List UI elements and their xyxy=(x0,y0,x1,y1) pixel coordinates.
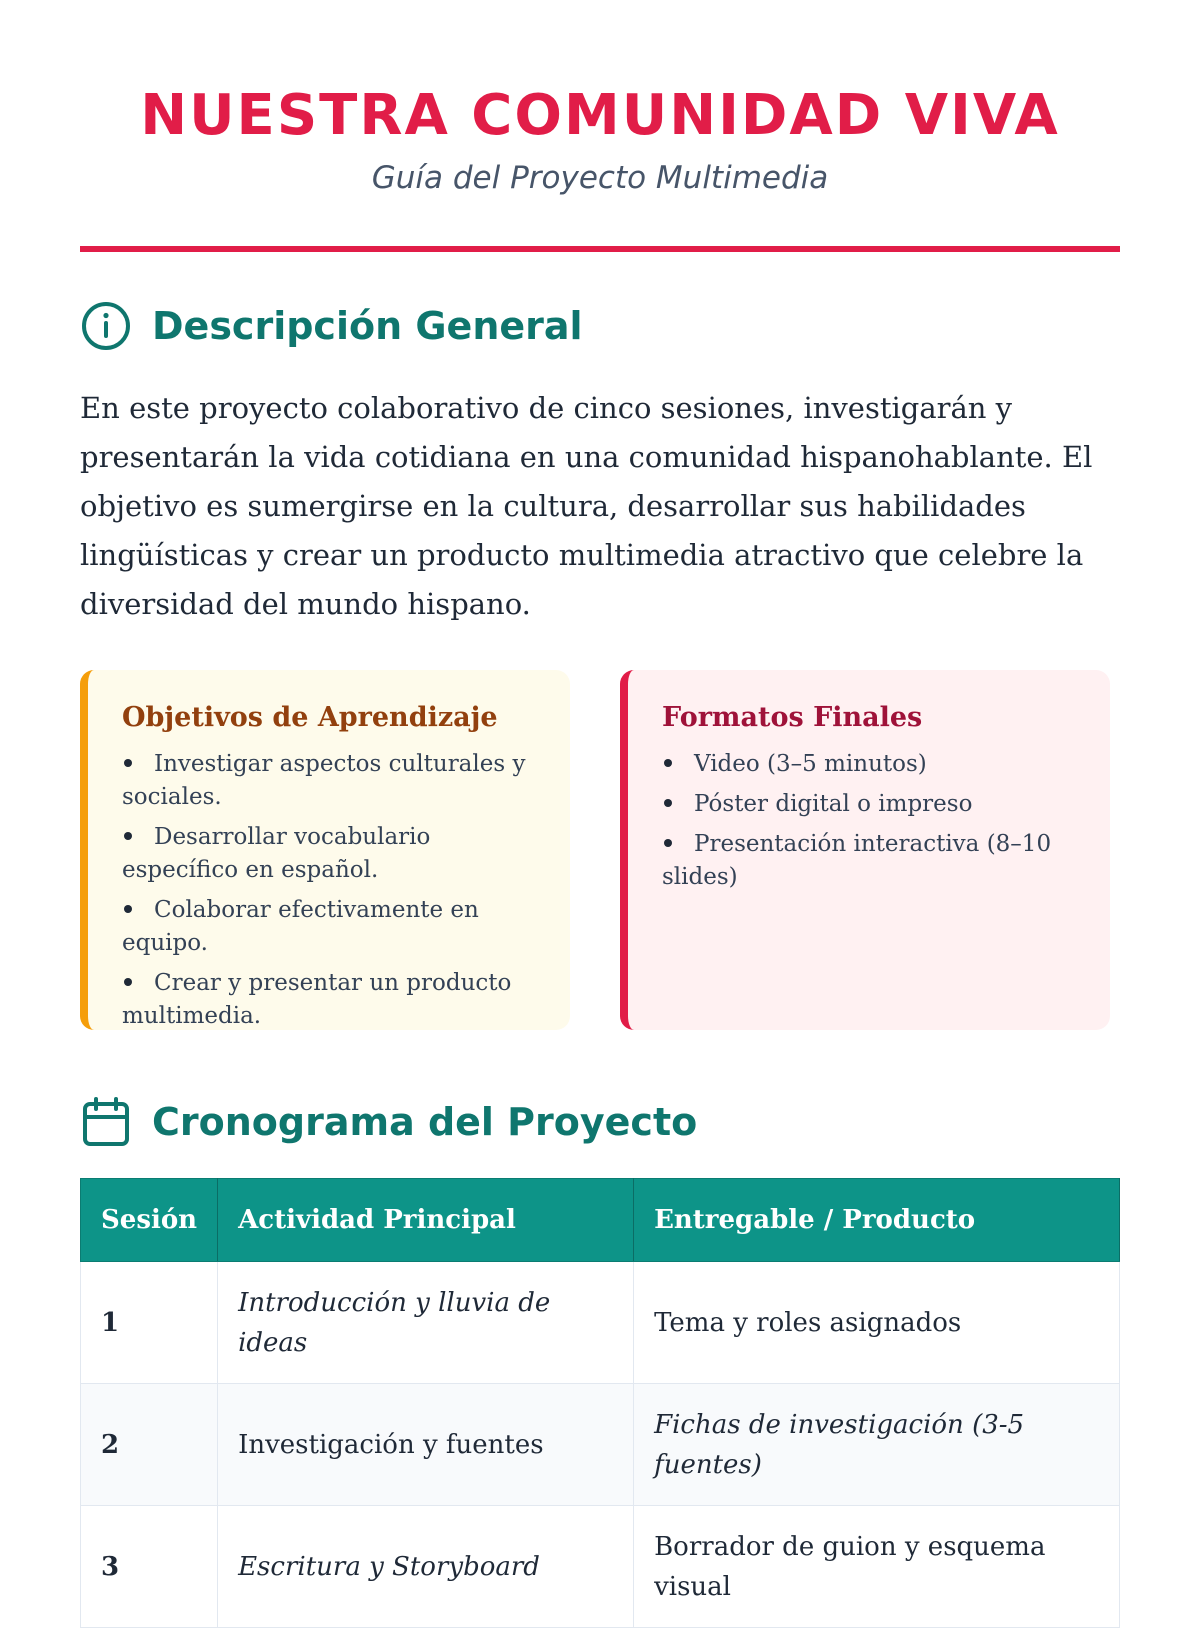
page-title: NUESTRA COMUNIDAD VIVA xyxy=(140,83,1060,148)
activity-cell: Introducción y lluvia de ideas xyxy=(218,1262,634,1384)
bullet-icon xyxy=(124,832,132,840)
page-header xyxy=(80,0,1120,198)
activity-cell: Escritura y Storyboard xyxy=(218,1506,634,1628)
schedule-heading: Cronograma del Proyecto xyxy=(152,1100,698,1144)
table-row xyxy=(81,1384,1120,1506)
bullet-icon xyxy=(124,759,132,767)
list-item: Investigar aspectos culturales y sociales. xyxy=(122,751,526,810)
header-divider xyxy=(80,246,1120,252)
project-guide-page xyxy=(80,0,1120,1602)
bullet-icon xyxy=(124,905,132,913)
bullet-icon xyxy=(664,799,672,807)
bullet-icon xyxy=(124,978,132,986)
formats-list xyxy=(662,748,1080,894)
deliverable-cell: Fichas de investigación (3-5 fuentes) xyxy=(634,1384,1120,1506)
deliverable-cell: Tema y roles asignados xyxy=(634,1262,1120,1384)
session-cell: 3 xyxy=(81,1506,218,1628)
session-cell: 2 xyxy=(81,1384,218,1506)
bullet-icon xyxy=(664,759,672,767)
schedule-section-heading xyxy=(80,1094,697,1150)
session-cell: 1 xyxy=(81,1262,218,1384)
bullet-icon xyxy=(664,839,672,847)
list-item: Crear y presentar un producto multimedia. xyxy=(122,970,512,1029)
list-item: Desarrollar vocabulario específico en español. xyxy=(122,824,431,883)
objectives-title: Objetivos de Aprendizaje xyxy=(122,702,498,733)
description-section-heading xyxy=(80,298,583,354)
table-row xyxy=(81,1262,1120,1384)
calendar-icon xyxy=(80,1096,132,1148)
table-header-row xyxy=(81,1179,1120,1262)
formats-card xyxy=(620,670,1110,1030)
table-row xyxy=(81,1506,1120,1628)
page-subtitle: Guía del Proyecto Multimedia xyxy=(371,160,829,196)
column-header-activity: Actividad Principal xyxy=(218,1179,634,1262)
info-icon xyxy=(80,300,132,352)
activity-cell: Investigación y fuentes xyxy=(218,1384,634,1506)
list-item: Póster digital o impreso xyxy=(662,788,1080,821)
list-item: Presentación interactiva (8–10 slides) xyxy=(662,831,1052,890)
list-item: Colaborar efectivamente en equipo. xyxy=(122,897,479,956)
objectives-card xyxy=(80,670,570,1030)
column-header-session: Sesión xyxy=(81,1179,218,1262)
deliverable-cell: Borrador de guion y esquema visual xyxy=(634,1506,1120,1628)
column-header-deliverable: Entregable / Producto xyxy=(634,1179,1120,1262)
description-text: En este proyecto colaborativo de cinco sesiones, investigarán y presentarán la vida cotidiana en una comunidad hispanohablante. El objetivo es sumergirse en la cultura, desarrollar sus habilidades lingüísticas y crear un producto multimedia atractivo que celebre la diversidad del mundo hispano. xyxy=(80,391,1093,621)
objectives-list xyxy=(122,748,540,1033)
formats-title: Formatos Finales xyxy=(662,702,923,733)
list-item: Video (3–5 minutos) xyxy=(662,748,1080,781)
description-heading: Descripción General xyxy=(152,304,583,348)
schedule-table xyxy=(80,1178,1120,1628)
